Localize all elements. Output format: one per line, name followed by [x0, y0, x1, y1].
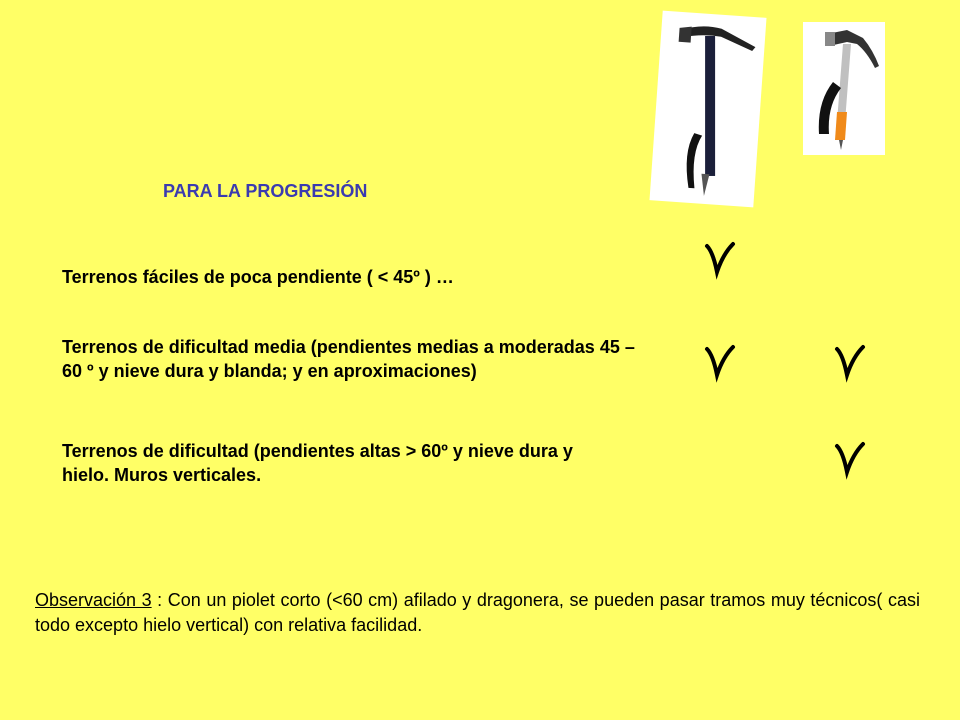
classic-ice-axe-icon	[649, 11, 766, 208]
observation-text: : Con un piolet corto (<60 cm) afilado y dragonera, se pueden pasar tramos muy técnicos( casi todo excepto hielo vertical) con relativa facilidad.	[35, 590, 920, 635]
check-mark-icon	[703, 240, 737, 280]
terrain-row-easy: Terrenos fáciles de poca pendiente ( < 45º ) …	[62, 267, 454, 287]
check-mark-icon	[833, 343, 867, 383]
terrain-row-hard: Terrenos de dificultad (pendientes altas > 60º y nieve dura y hielo. Muros verticales.	[62, 441, 573, 485]
check-mark-icon	[833, 440, 867, 480]
observation-label: Observación 3	[35, 590, 152, 610]
check-mark-icon	[703, 343, 737, 383]
technical-ice-axe-image	[803, 22, 885, 155]
classic-ice-axe-image	[649, 11, 766, 208]
observation-note	[35, 588, 920, 638]
terrain-row-medium: Terrenos de dificultad media (pendientes medias a moderadas 45 – 60 º y nieve dura y blanda; y en aproximaciones)	[62, 337, 635, 381]
technical-ice-axe-icon	[803, 22, 885, 155]
section-heading: PARA LA PROGRESIÓN	[163, 181, 368, 201]
